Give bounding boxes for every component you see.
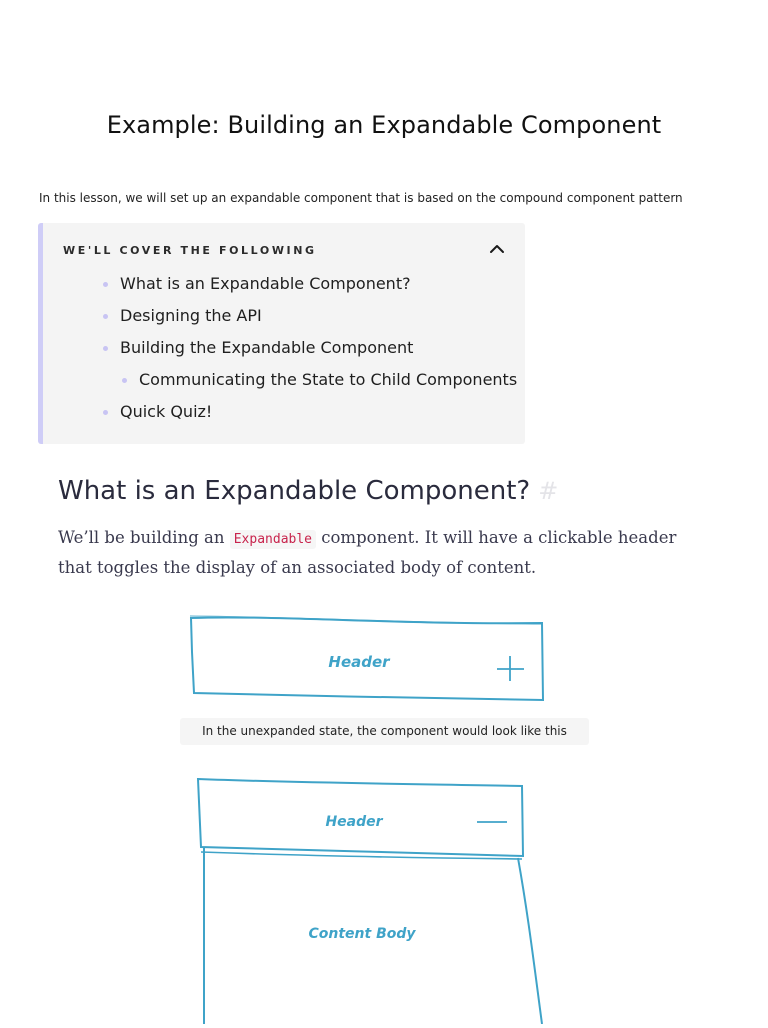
section-paragraph: [58, 524, 708, 582]
toc-heading: WE'LL COVER THE FOLLOWING: [63, 244, 317, 257]
bullet-icon: [103, 410, 108, 415]
toc-item-building-component[interactable]: [43, 337, 517, 369]
paragraph-text-end: component. It will have a clickable header that toggles the display of an associated body of content.: [58, 528, 677, 577]
toc-item-communicating-state[interactable]: [43, 369, 517, 401]
page-title: Example: Building an Expandable Component: [106, 111, 662, 139]
inline-code: Expandable: [230, 530, 316, 549]
figure-header-label: Header: [325, 814, 383, 830]
toc-item-label: Designing the API: [120, 306, 262, 325]
toc-item-designing-api[interactable]: [43, 305, 517, 337]
collapsed-component-figure: [186, 612, 550, 710]
toc-item-label: What is an Expandable Component?: [120, 274, 411, 293]
toc-item-label: Building the Expandable Component: [120, 338, 414, 357]
section-heading-text: What is an Expandable Component?: [58, 476, 531, 506]
table-of-contents: [38, 223, 525, 444]
paragraph-text-start: We’ll be building an: [58, 528, 230, 547]
figure-caption: In the unexpanded state, the component would look like this: [180, 718, 589, 745]
toc-list: [43, 273, 517, 433]
chevron-up-icon[interactable]: [487, 239, 507, 259]
expanded-component-figure: [192, 774, 552, 1028]
bullet-icon: [103, 346, 108, 351]
section-heading: [58, 476, 558, 506]
figure-body-label: Content Body: [308, 926, 416, 942]
toc-item-label: Communicating the State to Child Components: [139, 370, 518, 389]
figure-header-label: Header: [328, 653, 390, 671]
lesson-intro: In this lesson, we will set up an expandable component that is based on the compound component pattern: [39, 191, 683, 205]
toc-item-what-is-expandable[interactable]: [43, 273, 517, 305]
heading-anchor-link[interactable]: #: [538, 477, 559, 505]
toc-item-quick-quiz[interactable]: [43, 401, 517, 433]
bullet-icon: [103, 282, 108, 287]
bullet-icon: [122, 378, 127, 383]
toc-item-label: Quick Quiz!: [120, 402, 213, 421]
bullet-icon: [103, 314, 108, 319]
plus-icon: [497, 656, 524, 681]
